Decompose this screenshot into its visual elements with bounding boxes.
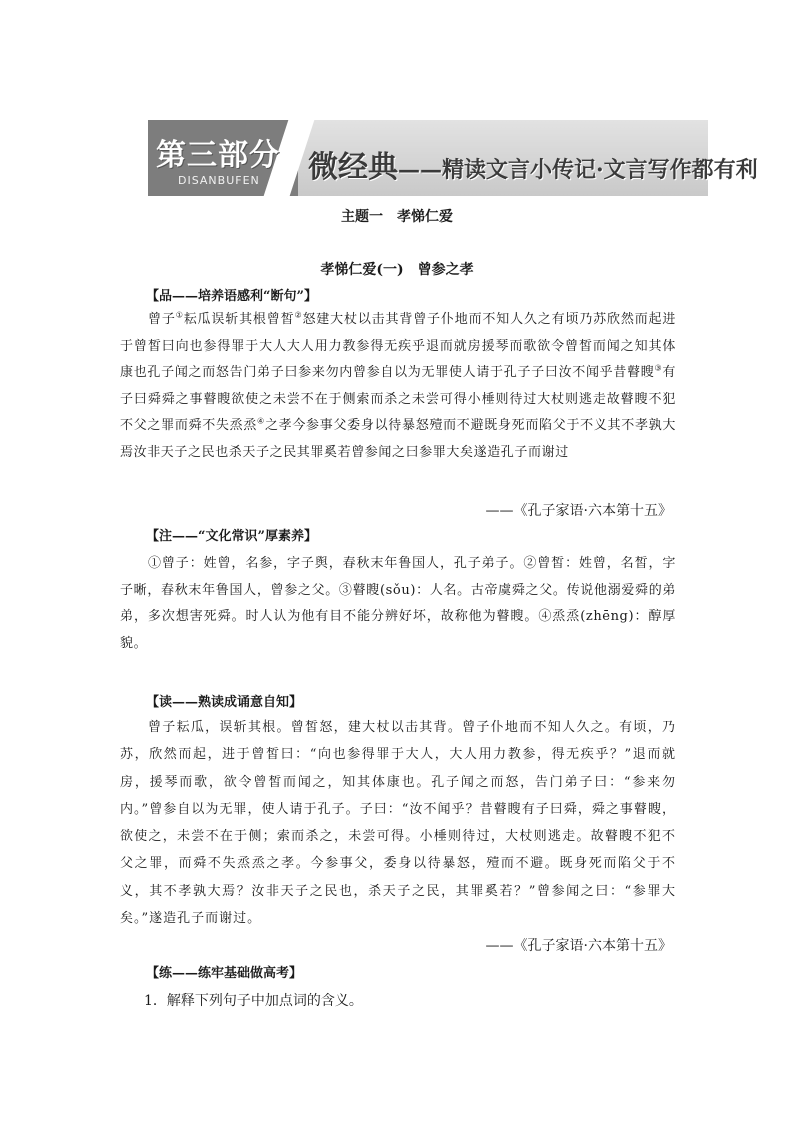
section-heading-zhu: 【注——“文化常识”厚素养】 [146,529,317,544]
section-heading-du: 【读——熟读成诵意自知】 [146,695,303,710]
note-marker: ③ [654,363,663,373]
note-marker: ④ [257,417,265,427]
section-heading-lian: 【练——练牢基础做高考】 [146,966,303,981]
reading-text: 曾子耘瓜，误斩其根。曾皙怒，建大杖以击其背。曾子仆地而不知人久之。有顷，乃苏，欣然而起，进于曾皙曰：“向也参得罪于大人，大人用力教参，得无疾乎？”退而就房，援琴而歌，欲令曾皙而闻之，知其体康也。孔子闻之而怒，告门弟子曰：“参来勿内。”曾参自以为无罪，使人请于孔子。子曰：“汝不闻乎？昔瞽瞍有子曰舜，舜之事瞽瞍，欲使之，未尝不在于侧；索而杀之，未尝可得。小棰则待过，大杖则逃走。故瞽瞍不犯不父之罪，而舜不失烝烝之孝。今参事父，委身以待暴怒，殪而不避。既身死而陷父于不义，其不孝孰大焉？汝非天子之民也，杀天子之民，其罪奚若？”曾参闻之曰：“参罪大矣。”遂造孔子而谢过。 [120,720,676,927]
theme-title: 主题一 孝悌仁爱 [341,209,453,225]
original-text-part: 有子曰舜舜之事瞽瞍欲使之未尝不在于侧索而杀之未尝可得小棰则待过大杖则逃走故瞽瞍不犯不父之罪而舜不失烝烝 [120,365,676,434]
note-marker: ① [175,310,184,320]
note-marker: ② [294,310,303,320]
banner-title [308,142,758,186]
notes-text: ①曾子：姓曾，名参，字子舆，春秋末年鲁国人，孔子弟子。②曾皙：姓曾，名皙，字子晰，春秋末年鲁国人，曾参之父。③瞽瞍(sǒu)：人名。古帝虞舜之父。传说他溺爱舜的弟弟，多次想害死舜。时人认为他有目不能分辨好坏，故称他为瞽瞍。④烝烝(zhēng)：醇厚貌。 [120,556,676,651]
source-citation: ——《孔子家语·六本第十五》 [485,938,672,954]
question-1: 1．解释下列句子中加点词的含义。 [144,993,363,1009]
section-banner [148,120,758,196]
lesson-title: 孝悌仁爱(一) 曾参之孝 [320,262,474,278]
banner-part-label: 第三部分 [156,138,280,173]
original-text-part: 怒建大杖以击其背曾子仆地而不知人久之有顷乃苏欣然而起进于曾皙曰向也参得罪于大人大人用力教参得无疾乎退而就房援琴而歌欲令曾皙而闻之知其体康也孔子闻之而怒告门弟子曰参来勿内曾参自以为无罪使人请于孔子子曰汝不闻乎昔瞽瞍 [120,312,676,381]
banner-pinyin: DISANBUFEN [178,174,260,187]
original-text-part: 之孝今参事父委身以待暴怒殪而不避既身死而陷父于不义其不孝孰大焉汝非天子之民也杀天子之民其罪奚若曾参闻之曰参罪大矣遂造孔子而谢过 [120,418,676,460]
original-text [120,307,676,467]
original-text-part: 曾子 [148,312,176,327]
section-heading-pin: 【品——培养语感利“断句”】 [146,289,317,304]
banner-title-main: 微经典 [308,150,398,185]
banner-title-sub: ——精读文言小传记·文言写作都有利 [398,157,758,183]
original-text-part: 耘瓜误斩其根曾皙 [183,312,295,327]
source-citation: ——《孔子家语·六本第十五》 [485,503,672,519]
